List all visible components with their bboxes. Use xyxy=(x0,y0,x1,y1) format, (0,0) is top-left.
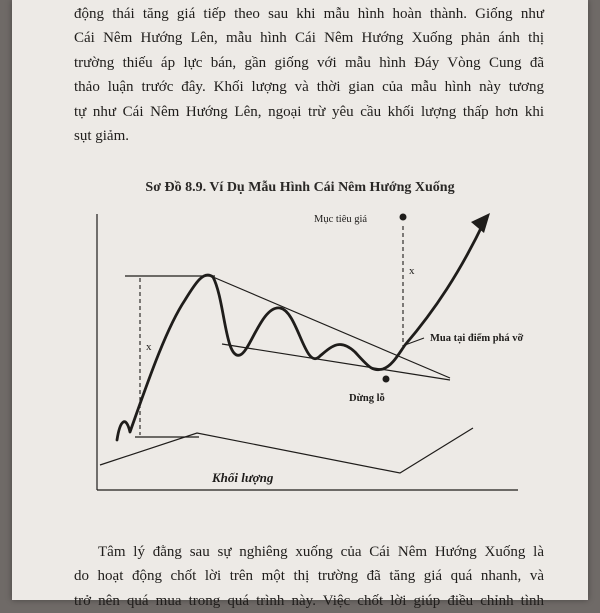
target-height-label: x xyxy=(409,265,415,277)
target-label: Mục tiêu giá xyxy=(314,214,368,225)
paragraph-bottom xyxy=(74,540,544,613)
text-line: trường thiếu áp lực bán, gần giống với mẫu hình Đáy Vòng Cung đã xyxy=(74,54,544,71)
text-line: trở nên quá mua trong quá trình này. Việc chốt lời giúp điều chỉnh tình xyxy=(74,592,544,609)
stop-point xyxy=(383,376,390,383)
buy-label: Mua tại điểm phá vỡ xyxy=(430,333,524,344)
volume-label: Khối lượng xyxy=(212,470,274,485)
upper-trendline xyxy=(213,277,450,378)
book-page xyxy=(12,0,588,609)
text-line: động thái tăng giá tiếp theo sau khi mẫu hình hoàn thành. Giống như xyxy=(74,6,544,22)
text-line: thảo luận trước đây. Khối lượng và thời gian của mẫu hình này tương xyxy=(74,79,544,96)
text-line: sụt giảm. xyxy=(74,128,129,145)
falling-wedge-diagram xyxy=(12,0,588,600)
stop-label: Dừng lỗ xyxy=(349,393,385,404)
lower-trendline xyxy=(222,344,450,380)
price-line xyxy=(117,222,484,440)
target-point xyxy=(400,214,407,221)
volume-line xyxy=(100,428,473,473)
height-label: x xyxy=(146,341,152,353)
text-line: tự như Cái Nêm Hướng Lên, ngoại trừ yêu cầu khối lượng thấp hơn khi xyxy=(74,103,544,120)
text-line: Cái Nêm Hướng Lên, mẫu hình Cái Nêm Hướng Xuống phản ánh thị xyxy=(74,30,544,47)
arrowhead-icon xyxy=(471,213,490,233)
figure-caption: Sơ Đồ 8.9. Ví Dụ Mẫu Hình Cái Nêm Hướng Xuống xyxy=(145,180,455,195)
text-line: Tâm lý đằng sau sự nghiêng xuống của Cái Nêm Hướng Xuống là xyxy=(98,544,544,560)
text-line: do hoạt động chốt lời trên một thị trường đã tăng giá quá nhanh, và xyxy=(74,568,544,585)
